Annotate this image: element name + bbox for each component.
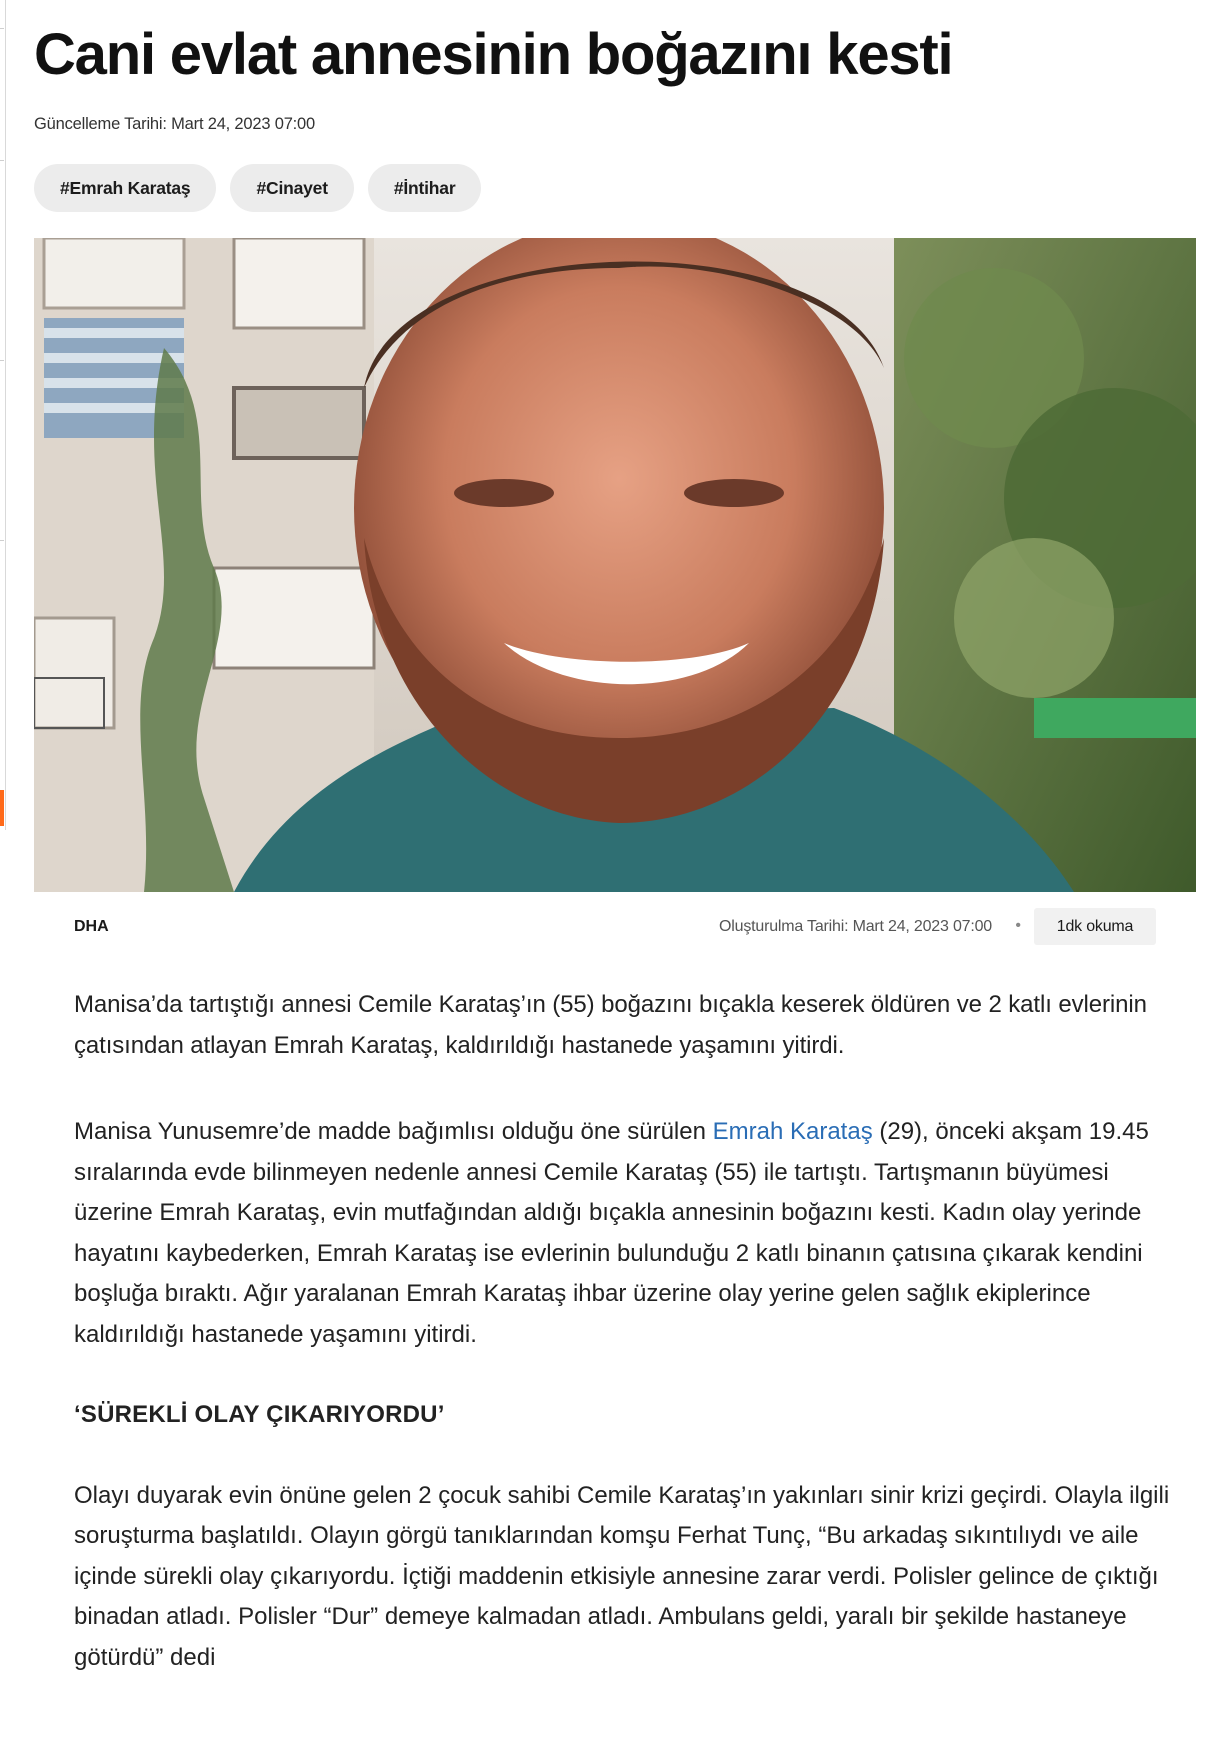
tag-emrah-karatas[interactable]: #Emrah Karataş (34, 164, 216, 212)
meta-separator: • (1015, 917, 1021, 934)
rail-tick (0, 540, 4, 541)
news-source: DHA (74, 918, 109, 935)
article-body (74, 985, 1174, 1718)
rail-tick (0, 28, 4, 29)
rail-tick (0, 160, 4, 161)
tag-cinayet[interactable]: #Cinayet (230, 164, 353, 212)
paragraph: Olayı duyarak evin önüne gelen 2 çocuk sahibi Cemile Karataş’ın yakınları sinir krizi geçirdi. Olayla ilgili soruşturma başlatıldı. Olayın görgü tanıklarından komşu Ferhat Tunç, “Bu arkadaş sıkıntılıydı ve aile içinde sürekli olay çıkarıyordu. İçtiği maddenin etkisiyle annesine zarar verdi. Polisler gelince de çıktığı binadan atladı. Polisler “Dur” demeye kalmadan atladı. Ambulans geldi, yaralı bir şekilde hastaneye götürdü” dedi (74, 1481, 1170, 1671)
paragraph (74, 1112, 1174, 1355)
created-date: Oluşturulma Tarihi: Mart 24, 2023 07:00 (719, 918, 992, 935)
tag-intihar[interactable]: #İntihar (368, 164, 482, 212)
left-rail (0, 0, 6, 830)
tag-list (34, 164, 481, 212)
hero-photo (34, 238, 1196, 892)
rail-tick (0, 360, 4, 361)
subheading: ‘SÜREKLİ OLAY ÇIKARIYORDU’ (74, 1401, 445, 1428)
rail-accent-mark (0, 790, 4, 826)
read-time-badge: 1dk okuma (1034, 908, 1156, 945)
paragraph-text: (29), önceki akşam 19.45 sıralarında evde bilinmeyen nedenle annesi Cemile Karataş (55) ile tartıştı. Tartışmanın büyümesi üzerine Emrah Karataş, evin mutfağından aldığı bıçakla annesinin boğazını kesti. Kadın olay yerinde hayatını kaybederken, Emrah Karataş ise evlerinin bulunduğu 2 katlı binanın çatısına çıkarak kendini boşluğa bıraktı. Ağır yaralanan Emrah Karataş ihbar üzerine olay yerine gelen sağlık ekiplerince kaldırıldığı hastanede yaşamını yitirdi. (74, 1118, 1149, 1348)
hero-image (34, 238, 1196, 892)
lead-paragraph: Manisa’da tartıştığı annesi Cemile Karataş’ın (55) boğazını bıçakla keserek öldüren ve 2 katlı evlerinin çatısından atlayan Emrah Karataş, kaldırıldığı hastanede yaşamını yitirdi. (74, 991, 1147, 1059)
updated-date: Güncelleme Tarihi: Mart 24, 2023 07:00 (34, 115, 316, 133)
paragraph-text: Manisa Yunusemre’de madde bağımlısı olduğu öne sürülen (74, 1118, 713, 1145)
person-link[interactable]: Emrah Karataş (712, 1118, 873, 1145)
article-title: Cani evlat annesinin boğazını kesti (34, 22, 953, 87)
meta-bar (34, 908, 1196, 946)
